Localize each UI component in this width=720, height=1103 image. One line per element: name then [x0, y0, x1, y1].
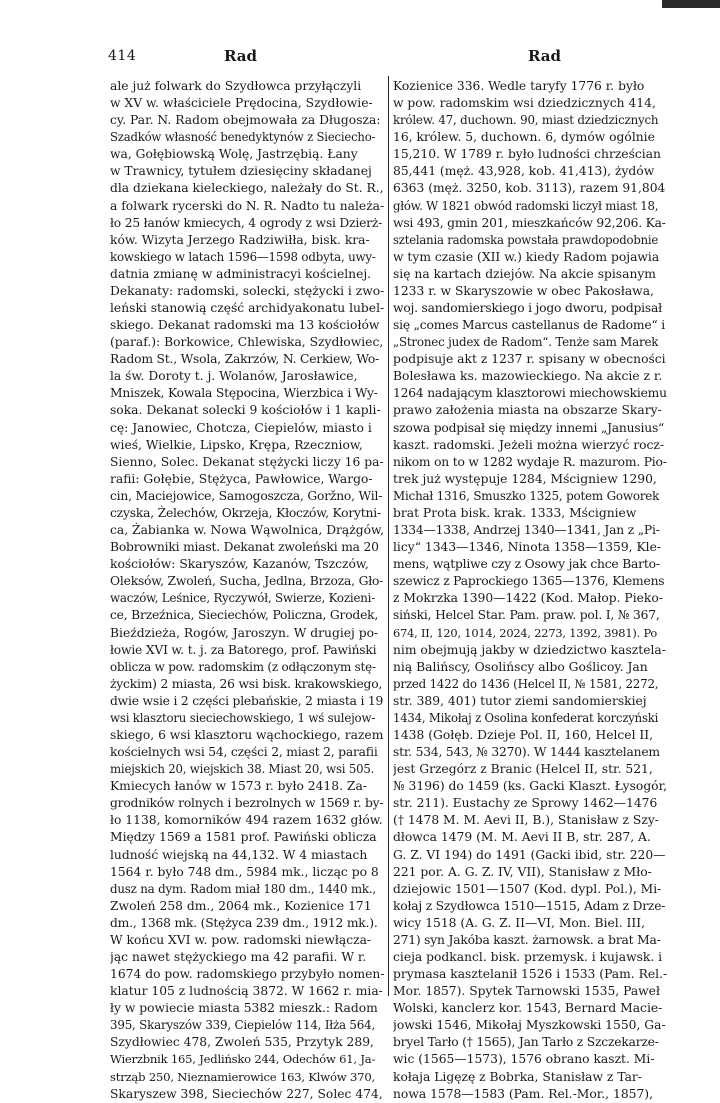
text-line: 1438 (Gołęb. Dzieje Pol. II, 160, Helcel II, — [393, 727, 654, 742]
text-line: Mor. 1857). Spytek Tarnowski 1535, Paweł — [393, 984, 660, 999]
text-line: № 3196) do 1459 (ks. Gacki Klaszt. Łysogór, — [393, 779, 667, 794]
text-line: Oleksów, Zwoleń, Sucha, Jedlna, Brzoza, Gło- — [110, 574, 384, 589]
text-line: Mniszek, Kowala Stępocina, Wierzbica i Wy- — [110, 386, 378, 401]
running-head-left: Rad — [224, 47, 258, 65]
text-line: nią Balińscy, Osolińscy albo Goślicoy. Jan — [393, 659, 648, 674]
page-number: 414 — [108, 48, 137, 64]
text-line: szowa podpisał się między innemi „Janusius“ — [393, 420, 665, 435]
text-line: ków. Wizyta Jerzego Radziwiłła, bisk. kra- — [110, 232, 370, 247]
text-line: kaszt. radomski. Jeżeli można wierzyć rocz- — [393, 437, 665, 452]
text-line: ce, Brzeźnica, Sieciechów, Policzna, Grodek, — [110, 608, 379, 623]
text-line: († 1478 M. M. Aevi II, B.), Stanisław z Szy- — [393, 813, 659, 828]
text-line: a folwark rycerski do N. R. Nadto tu należa- — [110, 198, 384, 213]
text-line: (paraf.): Borkowice, Chlewiska, Szydłowiec, — [110, 335, 384, 350]
text-line: Kmiecych łanów w 1573 r. było 2418. Za- — [110, 779, 367, 794]
text-line: dłowca 1479 (M. M. Aevi II B, str. 287, A. — [393, 830, 651, 845]
text-line: 395, Skaryszów 339, Ciepielów 114, Iłża 564, — [110, 1018, 376, 1033]
text-line: nowa 1578—1583 (Pam. Rel.-Mor., 1857), — [393, 1086, 653, 1101]
text-line: wic (1565—1573), 1576 obrano kaszt. Mi- — [393, 1052, 655, 1067]
text-line: trek już występuje 1284, Mścigniew 1290, — [393, 471, 657, 486]
text-line: jest Grzegórz z Branic (Helcel II, str. 521, — [393, 762, 653, 777]
text-line: skiego. Dekanat radomski ma 13 kościołów — [110, 318, 380, 333]
text-line: siński, Helcel Star. Pam. praw. pol. I, № 367, — [393, 608, 660, 623]
text-line: dusz na dym. Radom miał 180 dm., 1440 mk., — [110, 881, 376, 896]
text-line: dwie wsie i 2 części plebańskie, 2 miasta i 19 — [110, 693, 384, 708]
text-line: się „comes Marcus castellanus de Radome“ i — [393, 318, 665, 333]
text-line: jąc nawet stężyckiego ma 42 parafii. W r. — [110, 949, 367, 964]
scan-edge-mark — [662, 0, 720, 8]
text-line: w pow. radomskim wsi dziedzicznych 414, — [393, 96, 656, 111]
text-line: Michał 1316, Smuszko 1325, potem Goworek — [393, 488, 660, 503]
text-line: nikom on to w 1282 wydaje R. mazurom. Pio- — [393, 454, 667, 469]
text-line: Zwoleń 258 dm., 2064 mk., Kozienice 171 — [110, 898, 372, 913]
text-line: wicy 1518 (A. G. Z. II—VI, Mon. Biel. III, — [393, 915, 646, 930]
text-line: leński stanowią część archidyakonatu lubel- — [110, 301, 384, 316]
text-line: soka. Dekanat solecki 9 kościołów i 1 kapli- — [110, 403, 381, 418]
text-line: w XV w. właściciele Prędocina, Szydłowie- — [110, 96, 373, 111]
left-text-column — [110, 78, 384, 1103]
text-line: datnia zmianę w administracyi kościelnej. — [110, 266, 372, 281]
text-line: Bieździeża, Rogów, Jaroszyn. W drugiej po- — [110, 625, 379, 640]
text-line: cę: Janowiec, Chotcza, Ciepielów, miasto i — [110, 420, 372, 435]
text-line: życkim) 2 miasta, 26 wsi bisk. krakowskiego, — [110, 676, 383, 691]
text-line: ludność wiejską na 44,132. W 4 miastach — [110, 847, 368, 862]
text-line: 1674 do pow. radomskiego przybyło nomen- — [110, 967, 384, 982]
text-line: Skaryszew 398, Sieciechów 227, Solec 474, — [110, 1086, 383, 1101]
text-line: W końcu XVI w. pow. radomski niewłącza- — [110, 932, 372, 947]
text-line: głów. W 1821 obwód radomski liczył miast 18, — [393, 198, 659, 213]
text-line: Bobrowniki miast. Dekanat zwoleński ma 20 — [110, 540, 379, 555]
text-line: Bolesława ks. mazowieckiego. Na akcie z r. — [393, 369, 663, 384]
page-header — [0, 40, 720, 64]
text-line: prymasa kasztelanił 1526 i 1533 (Pam. Rel.- — [393, 967, 667, 982]
text-line: cin, Maciejowice, Samogoszcza, Goržno, Wil- — [110, 488, 383, 503]
text-line: szewicz z Paprockiego 1365—1376, Klemens — [393, 574, 665, 589]
text-line: 1564 r. było 748 dm., 5984 mk., licząc po 8 — [110, 864, 379, 879]
text-line: dm., 1368 mk. (Stężyca 239 dm., 1912 mk.). — [110, 915, 378, 930]
text-line: 674, II, 120, 1014, 2024, 2273, 1392, 3981). Po — [393, 625, 658, 640]
text-line: brat Prota bisk. krak. 1333, Mścigniew — [393, 505, 637, 520]
text-line: licy“ 1343—1346, Ninota 1358—1359, Kle- — [393, 540, 662, 555]
text-line: podpisuje akt z 1237 r. spisany w obecności — [393, 352, 666, 367]
text-line: la św. Doroty t. j. Wolanów, Jarosławice, — [110, 369, 358, 384]
text-line: 1264 nadającym klasztorowi miechowskiemu — [393, 386, 667, 401]
text-line: prawo założenia miasta na obszarze Skary- — [393, 403, 662, 418]
text-line: kościelnych wsi 54, części 2, miast 2, parafii — [110, 745, 378, 760]
text-line: cieja podkancl. bisk. przemysk. i kujawsk. i — [393, 949, 663, 964]
text-line: Dekanaty: radomski, solecki, stężycki i zwo- — [110, 283, 384, 298]
text-line: woj. sandomierskiego i jogo dworu, podpisał — [393, 301, 662, 316]
text-line: strząb 250, Nieznamierowice 163, Klwów 370, — [110, 1069, 375, 1084]
text-line: ło 1138, komorników 494 razem 1632 głów. — [110, 813, 383, 828]
text-line: miejskich 20, wiejskich 38. Miast 20, wsi 505. — [110, 762, 375, 777]
text-line: ły w powiecie miasta 5382 mieszk.: Radom — [110, 1001, 378, 1016]
text-line: skiego, 6 wsi klasztoru wąchockiego, razem — [110, 727, 384, 742]
text-line: kołaj z Szydłowca 1510—1515, Adam z Drze- — [393, 898, 666, 913]
right-text-column — [393, 78, 667, 1103]
text-line: 15,210. W 1789 r. było ludności chrześcian — [393, 147, 661, 162]
text-line: kołaja Ligęzę z Bobrka, Stanisław z Tar- — [393, 1069, 642, 1084]
text-line: w Trawnicy, tytułem dziesięciny składanej — [110, 164, 372, 179]
text-line: str. 534, 543, № 3270). W 1444 kasztelanem — [393, 745, 660, 760]
running-head-right: Rad — [528, 47, 562, 65]
text-line: kościołów: Skaryszów, Kazanów, Tszczów, — [110, 557, 369, 572]
text-line: czyska, Żelechów, Okrzeja, Kłoczów, Korytni- — [110, 505, 381, 520]
text-line: „Stronec judex de Radom“. Tenże sam Marek — [393, 335, 659, 350]
text-line: str. 389, 401) tutor ziemi sandomierskiej — [393, 693, 647, 708]
text-line: bryel Tarło († 1565), Jan Tarło z Szczekarze- — [393, 1035, 659, 1050]
text-line: cy. Par. N. Radom obejmowała za Długosza: — [110, 113, 381, 128]
text-line: 1334—1338, Andrzej 1340—1341, Jan z „Pi- — [393, 523, 660, 538]
text-line: oblicza w pow. radomskim (z odłączonym stę- — [110, 659, 376, 674]
text-line: wsi klasztoru sieciechowskiego, 1 wś sulejow- — [110, 710, 376, 725]
text-line: królew. 47, duchown. 90, miast dziedzicznych — [393, 113, 659, 128]
text-line: klatur 105 z ludnością 3872. W 1662 r. mia- — [110, 984, 383, 999]
text-line: Między 1569 a 1581 prof. Pawiński oblicza — [110, 830, 377, 845]
text-line: dziejowic 1501—1507 (Kod. dypl. Pol.), Mi- — [393, 881, 662, 896]
text-line: Wolski, kanclerz kor. 1543, Bernard Macie- — [393, 1001, 663, 1016]
text-line: 1434, Mikołaj z Osolina konfederat korczyński — [393, 710, 659, 725]
text-line: 6363 (męż. 3250, kob. 3113), razem 91,804 — [393, 181, 666, 196]
text-line: 16, królew. 5, duchown. 6, dymów ogólnie — [393, 130, 655, 145]
text-line: wsi 493, gmin 201, mieszkańców 92,206. Ka- — [393, 215, 666, 230]
text-line: się na kartach dziejów. Na akcie spisanym — [393, 266, 656, 281]
column-divider — [388, 76, 389, 996]
text-line: Radom St., Wsola, Zakrzów, N. Cerkiew, Wo- — [110, 352, 380, 367]
text-line: ca, Żabianka w. Nowa Wąwolnica, Drążgów, — [110, 523, 384, 538]
text-line: waczów, Leśnice, Ryczywół, Swierze, Kozieni- — [110, 591, 376, 606]
text-line: łowie XVI w. t. j. za Batorego, prof. Pawiński — [110, 642, 377, 657]
text-line: przed 1422 do 1436 (Helcel II, № 1581, 2272, — [393, 676, 659, 691]
text-line: nim obejmują jakby w dziedzictwo kasztela- — [393, 642, 666, 657]
text-line: ło 25 łanów kmiecych, 4 ogrody z wsi Dzierż- — [110, 215, 383, 230]
text-line: mens, wątpliwe czy z Osowy jak chce Barto- — [393, 557, 660, 572]
text-line: 271) syn Jakóba kaszt. żarnowsk. a brat Ma- — [393, 932, 661, 947]
text-line: Sienno, Solec. Dekanat stężycki liczy 16 pa- — [110, 454, 384, 469]
text-line: ale już folwark do Szydłowca przyłączyli — [110, 79, 362, 93]
text-line: G. Z. VI 194) do 1491 (Gacki ibid, str. 220— — [393, 847, 666, 862]
text-line: rafii: Gołębie, Stężyca, Pawłowice, Wargo- — [110, 471, 373, 486]
text-line: 1233 r. w Skaryszowie w obec Pakosława, — [393, 283, 654, 298]
text-line: dla dziekana kieleckiego, należały do St. R., — [110, 181, 384, 196]
text-line: z Mokrzka 1390—1422 (Kod. Małop. Pieko- — [393, 591, 663, 606]
text-line: 85,441 (męż. 43,928, kob. 41,413), żydów — [393, 164, 655, 179]
text-line: grodników rolnych i bezrolnych w 1569 r. by- — [110, 796, 384, 811]
text-line: kowskiego w latach 1596—1598 odbyta, uwy- — [110, 249, 376, 264]
text-line: w tym czasie (XII w.) kiedy Radom pojawia — [393, 249, 660, 264]
text-line: wa, Gołębiowską Wolę, Jastrzębią. Łany — [110, 147, 358, 162]
text-line: wieś, Wielkie, Lipsko, Krępa, Rzeczniow, — [110, 437, 363, 452]
text-line: Szadków własność benedyktynów z Sieciecho- — [110, 130, 376, 145]
text-line: 221 por. A. G. Z. IV, VII), Stanisław z Mło- — [393, 864, 652, 879]
text-line: sztelania radomska powstała prawdopodobnie — [393, 232, 659, 247]
text-line: Kozienice 336. Wedle taryfy 1776 r. było — [393, 79, 645, 93]
text-line: Wierzbnik 165, Jedlińsko 244, Odechów 61, Ja- — [110, 1052, 376, 1067]
text-line: str. 211). Eustachy ze Sprowy 1462—1476 — [393, 796, 658, 811]
text-line: jowski 1546, Mikołaj Myszkowski 1550, Ga- — [393, 1018, 666, 1033]
text-line: Szydłowiec 478, Zwoleń 535, Przytyk 289, — [110, 1035, 374, 1050]
